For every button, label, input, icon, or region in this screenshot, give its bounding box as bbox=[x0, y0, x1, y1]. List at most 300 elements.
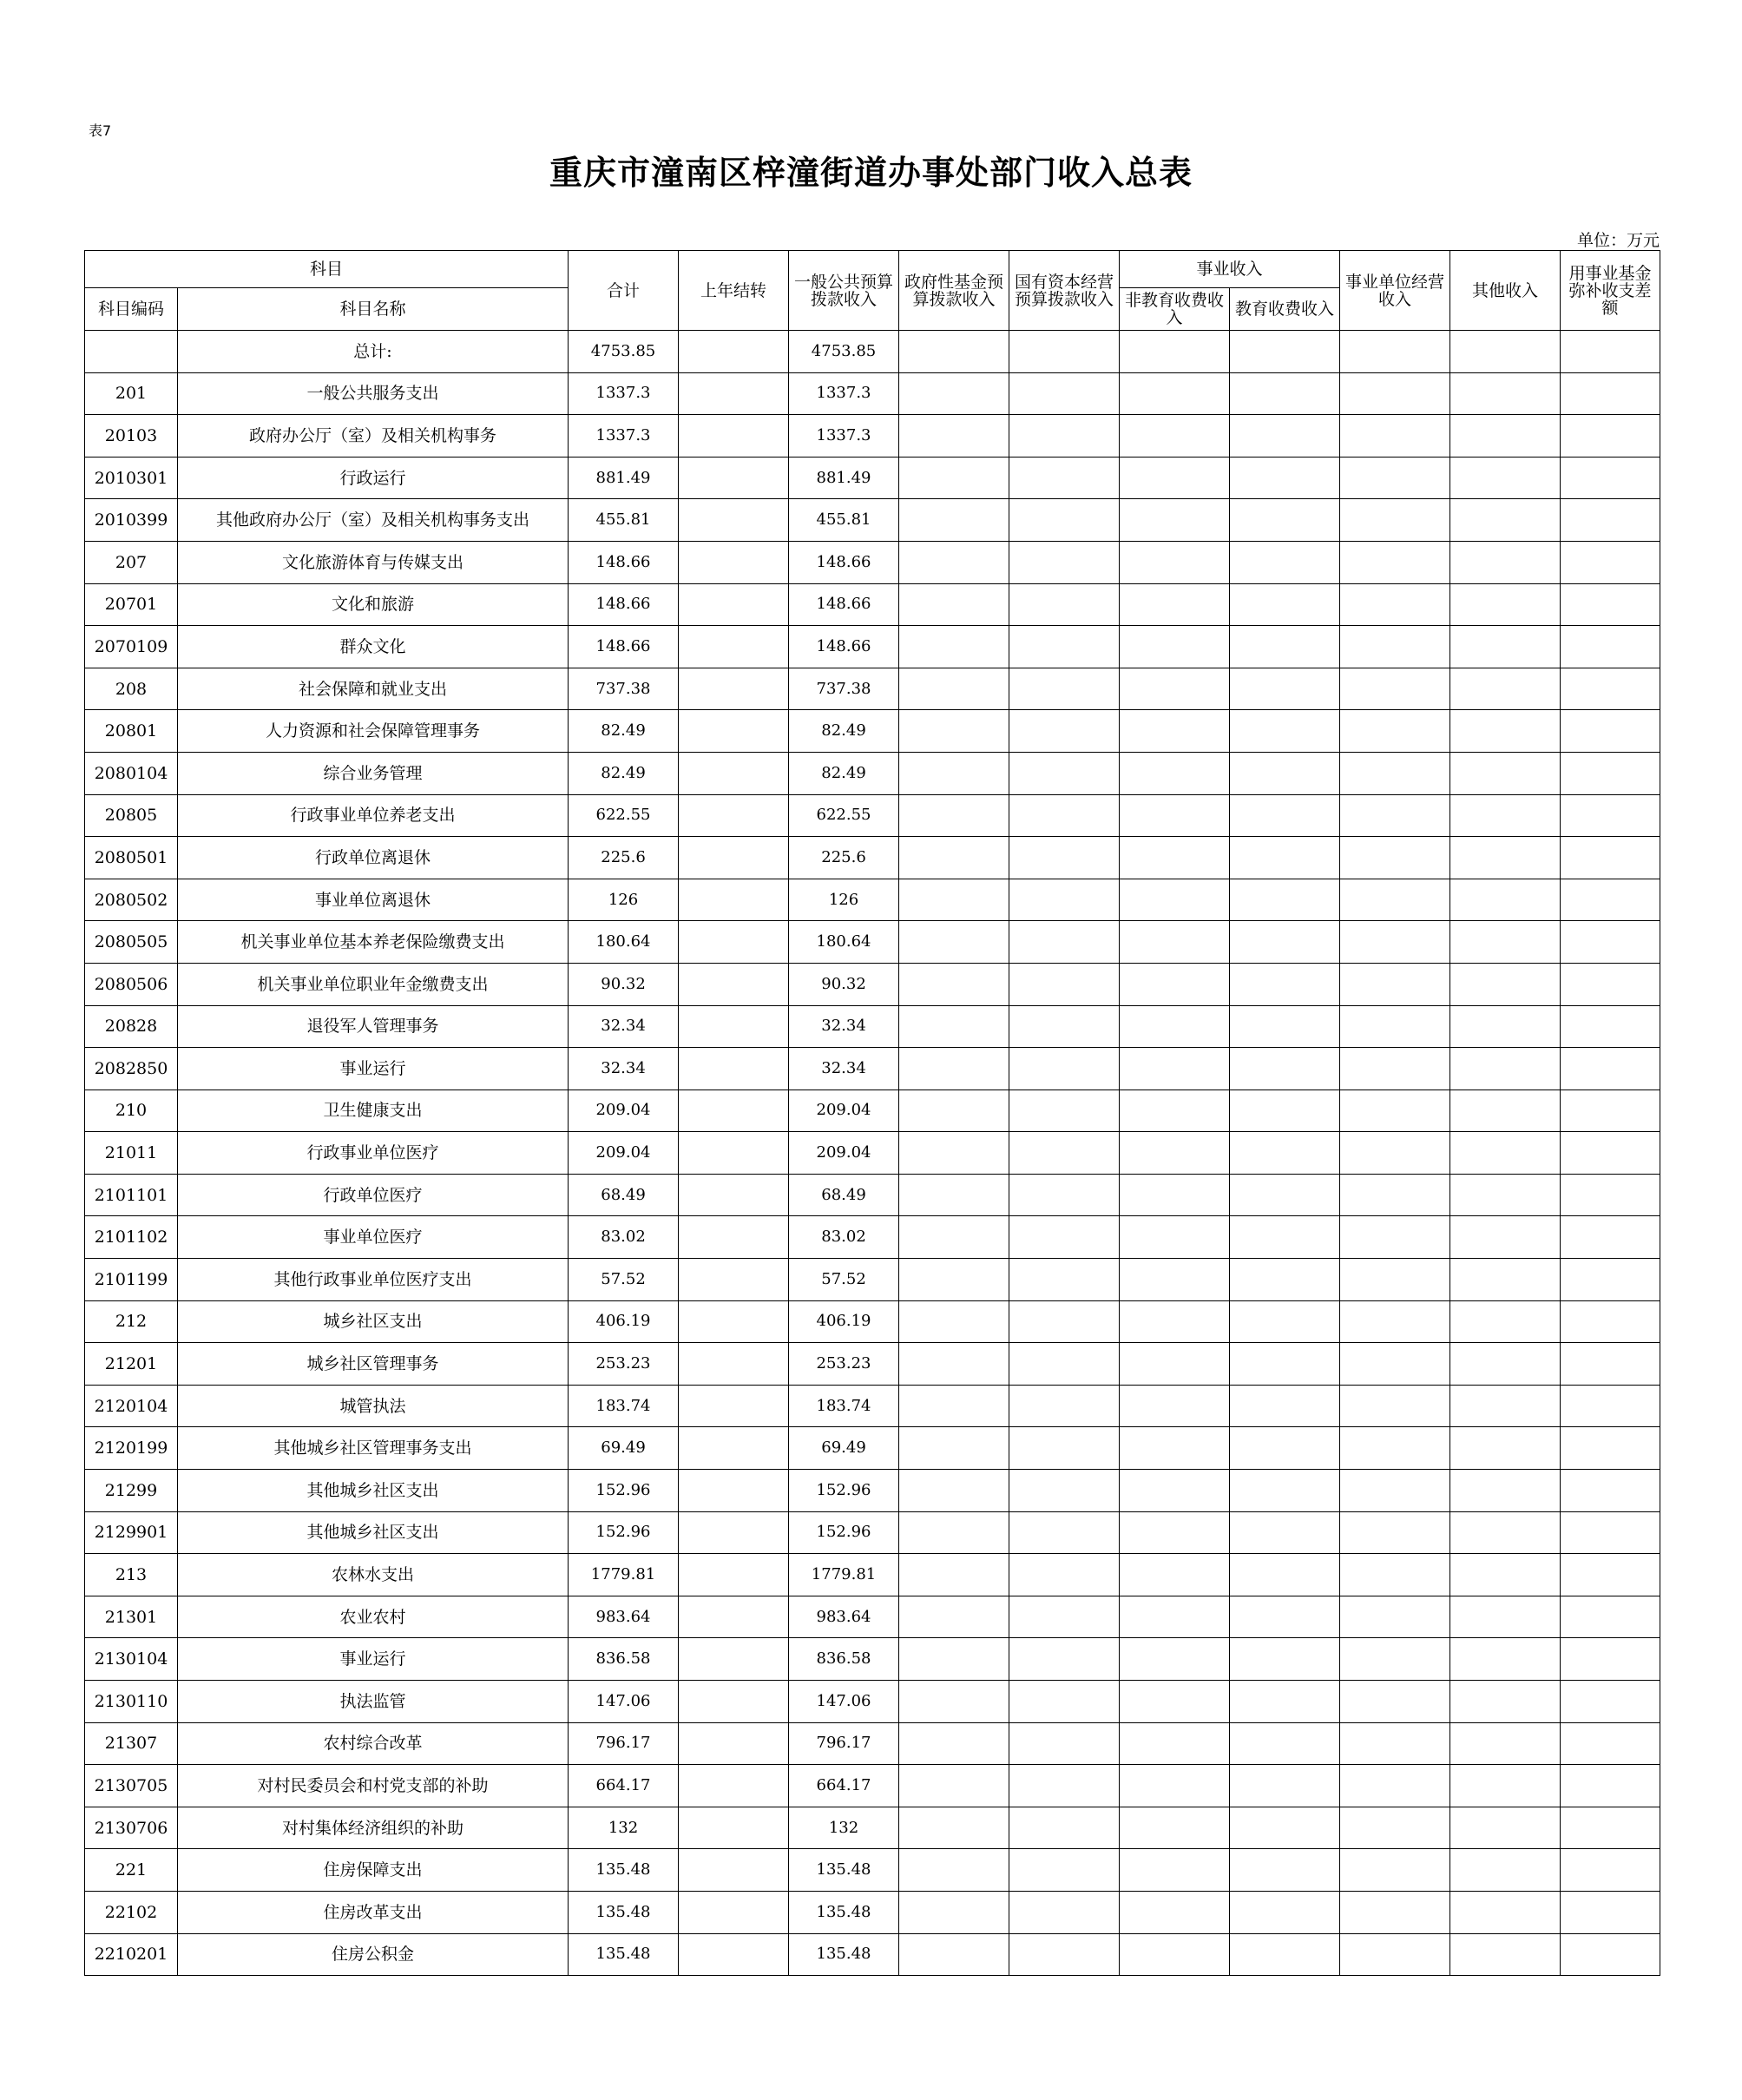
row-fund-offset bbox=[1561, 1089, 1660, 1132]
row-state-capital bbox=[1009, 1343, 1120, 1386]
row-other-income bbox=[1450, 879, 1561, 921]
row-carryover bbox=[679, 1132, 789, 1175]
table-row bbox=[85, 1470, 1660, 1512]
row-gov-fund bbox=[899, 1722, 1009, 1765]
row-general-budget: 209.04 bbox=[789, 1132, 899, 1175]
row-non-edu-fee bbox=[1120, 499, 1230, 542]
row-name: 人力资源和社会保障管理事务 bbox=[178, 710, 569, 753]
row-non-edu-fee bbox=[1120, 1385, 1230, 1427]
row-carryover bbox=[679, 1891, 789, 1933]
table-row bbox=[85, 668, 1660, 710]
row-edu-fee bbox=[1230, 1807, 1340, 1849]
row-other-income bbox=[1450, 1511, 1561, 1554]
row-name: 住房改革支出 bbox=[178, 1891, 569, 1933]
row-total: 90.32 bbox=[569, 963, 679, 1005]
row-state-capital bbox=[1009, 879, 1120, 921]
header-subject: 科目 bbox=[85, 251, 569, 288]
row-code: 2010399 bbox=[85, 499, 178, 542]
row-edu-fee bbox=[1230, 710, 1340, 753]
row-gov-fund bbox=[899, 752, 1009, 794]
row-name: 政府办公厅（室）及相关机构事务 bbox=[178, 415, 569, 458]
row-state-capital bbox=[1009, 583, 1120, 626]
row-edu-fee bbox=[1230, 1470, 1340, 1512]
row-fund-offset bbox=[1561, 752, 1660, 794]
row-general-budget: 455.81 bbox=[789, 499, 899, 542]
row-other-income bbox=[1450, 541, 1561, 583]
table-row bbox=[85, 879, 1660, 921]
row-code: 2130705 bbox=[85, 1765, 178, 1807]
row-fund-offset bbox=[1561, 1470, 1660, 1512]
row-gov-fund bbox=[899, 1765, 1009, 1807]
row-state-capital bbox=[1009, 963, 1120, 1005]
row-general-budget: 57.52 bbox=[789, 1259, 899, 1301]
row-edu-fee bbox=[1230, 1259, 1340, 1301]
row-general-budget: 148.66 bbox=[789, 541, 899, 583]
row-business-operating bbox=[1340, 1807, 1450, 1849]
row-fund-offset bbox=[1561, 1554, 1660, 1596]
row-business-operating bbox=[1340, 1638, 1450, 1681]
row-fund-offset bbox=[1561, 837, 1660, 879]
row-name: 对村集体经济组织的补助 bbox=[178, 1807, 569, 1849]
row-non-edu-fee bbox=[1120, 372, 1230, 415]
row-total: 4753.85 bbox=[569, 331, 679, 373]
row-edu-fee bbox=[1230, 1216, 1340, 1259]
row-general-budget: 83.02 bbox=[789, 1216, 899, 1259]
row-name: 农村综合改革 bbox=[178, 1722, 569, 1765]
row-edu-fee bbox=[1230, 1933, 1340, 1976]
table-row bbox=[85, 1089, 1660, 1132]
row-code: 21307 bbox=[85, 1722, 178, 1765]
row-edu-fee bbox=[1230, 1554, 1340, 1596]
row-name: 社会保障和就业支出 bbox=[178, 668, 569, 710]
row-gov-fund bbox=[899, 372, 1009, 415]
row-other-income bbox=[1450, 963, 1561, 1005]
row-non-edu-fee bbox=[1120, 668, 1230, 710]
row-total: 209.04 bbox=[569, 1132, 679, 1175]
row-edu-fee bbox=[1230, 1089, 1340, 1132]
row-state-capital bbox=[1009, 1681, 1120, 1723]
table-row bbox=[85, 583, 1660, 626]
row-general-budget: 180.64 bbox=[789, 921, 899, 964]
header-edu-fee: 教育收费收入 bbox=[1230, 288, 1340, 331]
row-business-operating bbox=[1340, 963, 1450, 1005]
row-general-budget: 796.17 bbox=[789, 1722, 899, 1765]
row-gov-fund bbox=[899, 1807, 1009, 1849]
row-general-budget: 225.6 bbox=[789, 837, 899, 879]
row-non-edu-fee bbox=[1120, 1300, 1230, 1343]
row-name: 一般公共服务支出 bbox=[178, 372, 569, 415]
row-name: 行政单位医疗 bbox=[178, 1174, 569, 1216]
row-total: 152.96 bbox=[569, 1470, 679, 1512]
row-state-capital bbox=[1009, 1596, 1120, 1638]
row-other-income bbox=[1450, 1132, 1561, 1175]
row-carryover bbox=[679, 710, 789, 753]
row-business-operating bbox=[1340, 668, 1450, 710]
row-other-income bbox=[1450, 668, 1561, 710]
row-non-edu-fee bbox=[1120, 583, 1230, 626]
row-business-operating bbox=[1340, 372, 1450, 415]
row-other-income bbox=[1450, 1638, 1561, 1681]
row-name: 文化旅游体育与传媒支出 bbox=[178, 541, 569, 583]
row-name: 文化和旅游 bbox=[178, 583, 569, 626]
row-name: 其他政府办公厅（室）及相关机构事务支出 bbox=[178, 499, 569, 542]
row-total: 32.34 bbox=[569, 1005, 679, 1048]
row-state-capital bbox=[1009, 710, 1120, 753]
row-total: 455.81 bbox=[569, 499, 679, 542]
table-row bbox=[85, 1216, 1660, 1259]
row-name: 事业运行 bbox=[178, 1048, 569, 1090]
row-carryover bbox=[679, 1089, 789, 1132]
row-general-budget: 148.66 bbox=[789, 626, 899, 668]
table-row bbox=[85, 1005, 1660, 1048]
row-non-edu-fee bbox=[1120, 541, 1230, 583]
header-carryover: 上年结转 bbox=[679, 251, 789, 331]
header-fund-offset: 用事业基金弥补收支差额 bbox=[1561, 251, 1660, 331]
row-gov-fund bbox=[899, 1891, 1009, 1933]
row-other-income bbox=[1450, 1596, 1561, 1638]
row-carryover bbox=[679, 752, 789, 794]
row-total: 69.49 bbox=[569, 1427, 679, 1470]
row-edu-fee bbox=[1230, 1300, 1340, 1343]
row-edu-fee bbox=[1230, 583, 1340, 626]
row-carryover bbox=[679, 626, 789, 668]
row-code: 2130104 bbox=[85, 1638, 178, 1681]
row-general-budget: 209.04 bbox=[789, 1089, 899, 1132]
header-total: 合计 bbox=[569, 251, 679, 331]
row-total: 180.64 bbox=[569, 921, 679, 964]
row-gov-fund bbox=[899, 1849, 1009, 1892]
row-other-income bbox=[1450, 1765, 1561, 1807]
row-code: 2130110 bbox=[85, 1681, 178, 1723]
row-state-capital bbox=[1009, 1554, 1120, 1596]
row-fund-offset bbox=[1561, 1427, 1660, 1470]
row-total: 253.23 bbox=[569, 1343, 679, 1386]
table-row bbox=[85, 1807, 1660, 1849]
row-carryover bbox=[679, 1554, 789, 1596]
row-non-edu-fee bbox=[1120, 837, 1230, 879]
row-code: 207 bbox=[85, 541, 178, 583]
row-other-income bbox=[1450, 1259, 1561, 1301]
row-carryover bbox=[679, 1849, 789, 1892]
row-code: 20103 bbox=[85, 415, 178, 458]
row-business-operating bbox=[1340, 1849, 1450, 1892]
row-gov-fund bbox=[899, 1089, 1009, 1132]
row-carryover bbox=[679, 1470, 789, 1512]
row-other-income bbox=[1450, 1343, 1561, 1386]
row-fund-offset bbox=[1561, 372, 1660, 415]
row-state-capital bbox=[1009, 837, 1120, 879]
table-row bbox=[85, 1511, 1660, 1554]
row-business-operating bbox=[1340, 1891, 1450, 1933]
row-general-budget: 152.96 bbox=[789, 1470, 899, 1512]
row-gov-fund bbox=[899, 1933, 1009, 1976]
row-business-operating bbox=[1340, 1005, 1450, 1048]
row-code: 2101199 bbox=[85, 1259, 178, 1301]
row-gov-fund bbox=[899, 1385, 1009, 1427]
row-gov-fund bbox=[899, 1300, 1009, 1343]
row-non-edu-fee bbox=[1120, 1511, 1230, 1554]
row-carryover bbox=[679, 1638, 789, 1681]
row-gov-fund bbox=[899, 794, 1009, 837]
header-general-budget: 一般公共预算拨款收入 bbox=[789, 251, 899, 331]
unit-label: 单位：万元 bbox=[1576, 231, 1660, 250]
row-carryover bbox=[679, 331, 789, 373]
row-business-operating bbox=[1340, 1216, 1450, 1259]
row-carryover bbox=[679, 1427, 789, 1470]
row-total: 1779.81 bbox=[569, 1554, 679, 1596]
row-carryover bbox=[679, 921, 789, 964]
table-row bbox=[85, 752, 1660, 794]
row-business-operating bbox=[1340, 626, 1450, 668]
row-edu-fee bbox=[1230, 752, 1340, 794]
row-code: 2082850 bbox=[85, 1048, 178, 1090]
table-row bbox=[85, 921, 1660, 964]
row-other-income bbox=[1450, 1807, 1561, 1849]
row-gov-fund bbox=[899, 626, 1009, 668]
row-business-operating bbox=[1340, 1048, 1450, 1090]
row-non-edu-fee bbox=[1120, 1259, 1230, 1301]
row-gov-fund bbox=[899, 1005, 1009, 1048]
row-edu-fee bbox=[1230, 1722, 1340, 1765]
row-gov-fund bbox=[899, 1638, 1009, 1681]
row-other-income bbox=[1450, 1300, 1561, 1343]
row-business-operating bbox=[1340, 837, 1450, 879]
row-general-budget: 68.49 bbox=[789, 1174, 899, 1216]
row-carryover bbox=[679, 541, 789, 583]
row-state-capital bbox=[1009, 752, 1120, 794]
row-fund-offset bbox=[1561, 1722, 1660, 1765]
row-carryover bbox=[679, 415, 789, 458]
row-carryover bbox=[679, 499, 789, 542]
row-edu-fee bbox=[1230, 1511, 1340, 1554]
table-row bbox=[85, 1765, 1660, 1807]
row-fund-offset bbox=[1561, 668, 1660, 710]
row-fund-offset bbox=[1561, 1681, 1660, 1723]
row-other-income bbox=[1450, 837, 1561, 879]
table-row bbox=[85, 541, 1660, 583]
row-state-capital bbox=[1009, 1216, 1120, 1259]
row-fund-offset bbox=[1561, 1174, 1660, 1216]
row-gov-fund bbox=[899, 1259, 1009, 1301]
row-general-budget: 135.48 bbox=[789, 1933, 899, 1976]
table-row bbox=[85, 415, 1660, 458]
row-other-income bbox=[1450, 710, 1561, 753]
row-state-capital bbox=[1009, 331, 1120, 373]
row-edu-fee bbox=[1230, 1005, 1340, 1048]
row-fund-offset bbox=[1561, 1259, 1660, 1301]
table-row bbox=[85, 1849, 1660, 1892]
row-state-capital bbox=[1009, 541, 1120, 583]
header-subject-name: 科目名称 bbox=[178, 288, 569, 331]
row-other-income bbox=[1450, 583, 1561, 626]
row-general-budget: 32.34 bbox=[789, 1005, 899, 1048]
row-code: 20701 bbox=[85, 583, 178, 626]
row-fund-offset bbox=[1561, 1596, 1660, 1638]
table-body bbox=[85, 331, 1660, 1976]
table-row bbox=[85, 1638, 1660, 1681]
row-edu-fee bbox=[1230, 626, 1340, 668]
row-gov-fund bbox=[899, 963, 1009, 1005]
row-name: 综合业务管理 bbox=[178, 752, 569, 794]
table-row bbox=[85, 837, 1660, 879]
row-general-budget: 90.32 bbox=[789, 963, 899, 1005]
row-total: 796.17 bbox=[569, 1722, 679, 1765]
row-total: 225.6 bbox=[569, 837, 679, 879]
row-name: 机关事业单位基本养老保险缴费支出 bbox=[178, 921, 569, 964]
row-other-income bbox=[1450, 1891, 1561, 1933]
row-fund-offset bbox=[1561, 541, 1660, 583]
row-code: 21011 bbox=[85, 1132, 178, 1175]
row-fund-offset bbox=[1561, 499, 1660, 542]
table-row bbox=[85, 1722, 1660, 1765]
row-name: 总计: bbox=[178, 331, 569, 373]
row-edu-fee bbox=[1230, 457, 1340, 499]
row-code: 2120199 bbox=[85, 1427, 178, 1470]
row-total: 126 bbox=[569, 879, 679, 921]
row-other-income bbox=[1450, 331, 1561, 373]
row-gov-fund bbox=[899, 1343, 1009, 1386]
row-state-capital bbox=[1009, 499, 1120, 542]
row-non-edu-fee bbox=[1120, 963, 1230, 1005]
row-code: 20801 bbox=[85, 710, 178, 753]
row-non-edu-fee bbox=[1120, 415, 1230, 458]
row-gov-fund bbox=[899, 583, 1009, 626]
row-total: 83.02 bbox=[569, 1216, 679, 1259]
row-name: 农业农村 bbox=[178, 1596, 569, 1638]
row-edu-fee bbox=[1230, 1343, 1340, 1386]
row-non-edu-fee bbox=[1120, 1132, 1230, 1175]
row-edu-fee bbox=[1230, 668, 1340, 710]
row-business-operating bbox=[1340, 457, 1450, 499]
row-gov-fund bbox=[899, 921, 1009, 964]
row-general-budget: 147.06 bbox=[789, 1681, 899, 1723]
row-non-edu-fee bbox=[1120, 457, 1230, 499]
header-non-edu-fee: 非教育收费收入 bbox=[1120, 288, 1230, 331]
header-business-income: 事业收入 bbox=[1120, 251, 1340, 288]
row-code: 21301 bbox=[85, 1596, 178, 1638]
row-total: 148.66 bbox=[569, 626, 679, 668]
row-total: 983.64 bbox=[569, 1596, 679, 1638]
row-other-income bbox=[1450, 499, 1561, 542]
row-carryover bbox=[679, 879, 789, 921]
row-carryover bbox=[679, 1933, 789, 1976]
row-edu-fee bbox=[1230, 1849, 1340, 1892]
row-other-income bbox=[1450, 1722, 1561, 1765]
row-fund-offset bbox=[1561, 879, 1660, 921]
row-total: 836.58 bbox=[569, 1638, 679, 1681]
row-gov-fund bbox=[899, 1048, 1009, 1090]
row-total: 132 bbox=[569, 1807, 679, 1849]
row-fund-offset bbox=[1561, 1807, 1660, 1849]
row-fund-offset bbox=[1561, 583, 1660, 626]
row-edu-fee bbox=[1230, 541, 1340, 583]
row-code: 221 bbox=[85, 1849, 178, 1892]
row-gov-fund bbox=[899, 879, 1009, 921]
row-name: 其他城乡社区支出 bbox=[178, 1470, 569, 1512]
row-carryover bbox=[679, 1511, 789, 1554]
row-non-edu-fee bbox=[1120, 1216, 1230, 1259]
row-fund-offset bbox=[1561, 963, 1660, 1005]
row-carryover bbox=[679, 668, 789, 710]
row-code: 2210201 bbox=[85, 1933, 178, 1976]
table-row bbox=[85, 1343, 1660, 1386]
row-name: 行政单位离退休 bbox=[178, 837, 569, 879]
row-code: 201 bbox=[85, 372, 178, 415]
row-carryover bbox=[679, 1300, 789, 1343]
row-general-budget: 69.49 bbox=[789, 1427, 899, 1470]
row-other-income bbox=[1450, 1427, 1561, 1470]
row-carryover bbox=[679, 1596, 789, 1638]
table-row bbox=[85, 1891, 1660, 1933]
row-state-capital bbox=[1009, 1933, 1120, 1976]
row-total: 82.49 bbox=[569, 752, 679, 794]
row-gov-fund bbox=[899, 331, 1009, 373]
row-other-income bbox=[1450, 1089, 1561, 1132]
row-edu-fee bbox=[1230, 1638, 1340, 1681]
row-edu-fee bbox=[1230, 1891, 1340, 1933]
row-general-budget: 82.49 bbox=[789, 710, 899, 753]
row-code: 2101101 bbox=[85, 1174, 178, 1216]
row-code: 2080502 bbox=[85, 879, 178, 921]
row-business-operating bbox=[1340, 921, 1450, 964]
table-row bbox=[85, 1174, 1660, 1216]
row-code: 213 bbox=[85, 1554, 178, 1596]
row-total: 152.96 bbox=[569, 1511, 679, 1554]
row-other-income bbox=[1450, 921, 1561, 964]
row-code: 2010301 bbox=[85, 457, 178, 499]
row-general-budget: 1337.3 bbox=[789, 415, 899, 458]
row-other-income bbox=[1450, 1554, 1561, 1596]
row-code: 212 bbox=[85, 1300, 178, 1343]
header-gov-fund: 政府性基金预算拨款收入 bbox=[899, 251, 1009, 331]
row-business-operating bbox=[1340, 1300, 1450, 1343]
row-gov-fund bbox=[899, 457, 1009, 499]
row-total: 135.48 bbox=[569, 1933, 679, 1976]
row-code: 2080104 bbox=[85, 752, 178, 794]
row-business-operating bbox=[1340, 1343, 1450, 1386]
row-carryover bbox=[679, 457, 789, 499]
row-total: 881.49 bbox=[569, 457, 679, 499]
row-state-capital bbox=[1009, 668, 1120, 710]
row-code: 2080501 bbox=[85, 837, 178, 879]
row-non-edu-fee bbox=[1120, 752, 1230, 794]
header-subject-code: 科目编码 bbox=[85, 288, 178, 331]
row-general-budget: 1337.3 bbox=[789, 372, 899, 415]
row-non-edu-fee bbox=[1120, 1891, 1230, 1933]
row-fund-offset bbox=[1561, 1765, 1660, 1807]
row-gov-fund bbox=[899, 837, 1009, 879]
row-name: 机关事业单位职业年金缴费支出 bbox=[178, 963, 569, 1005]
row-non-edu-fee bbox=[1120, 1427, 1230, 1470]
row-total: 664.17 bbox=[569, 1765, 679, 1807]
table-number: 表7 bbox=[89, 122, 112, 139]
row-non-edu-fee bbox=[1120, 331, 1230, 373]
row-general-budget: 737.38 bbox=[789, 668, 899, 710]
row-name: 卫生健康支出 bbox=[178, 1089, 569, 1132]
row-carryover bbox=[679, 1765, 789, 1807]
row-general-budget: 148.66 bbox=[789, 583, 899, 626]
row-state-capital bbox=[1009, 921, 1120, 964]
row-carryover bbox=[679, 1005, 789, 1048]
row-general-budget: 135.48 bbox=[789, 1891, 899, 1933]
table-row bbox=[85, 710, 1660, 753]
row-name: 事业单位离退休 bbox=[178, 879, 569, 921]
row-carryover bbox=[679, 1048, 789, 1090]
row-state-capital bbox=[1009, 1300, 1120, 1343]
row-name: 住房保障支出 bbox=[178, 1849, 569, 1892]
table-row bbox=[85, 626, 1660, 668]
row-general-budget: 836.58 bbox=[789, 1638, 899, 1681]
